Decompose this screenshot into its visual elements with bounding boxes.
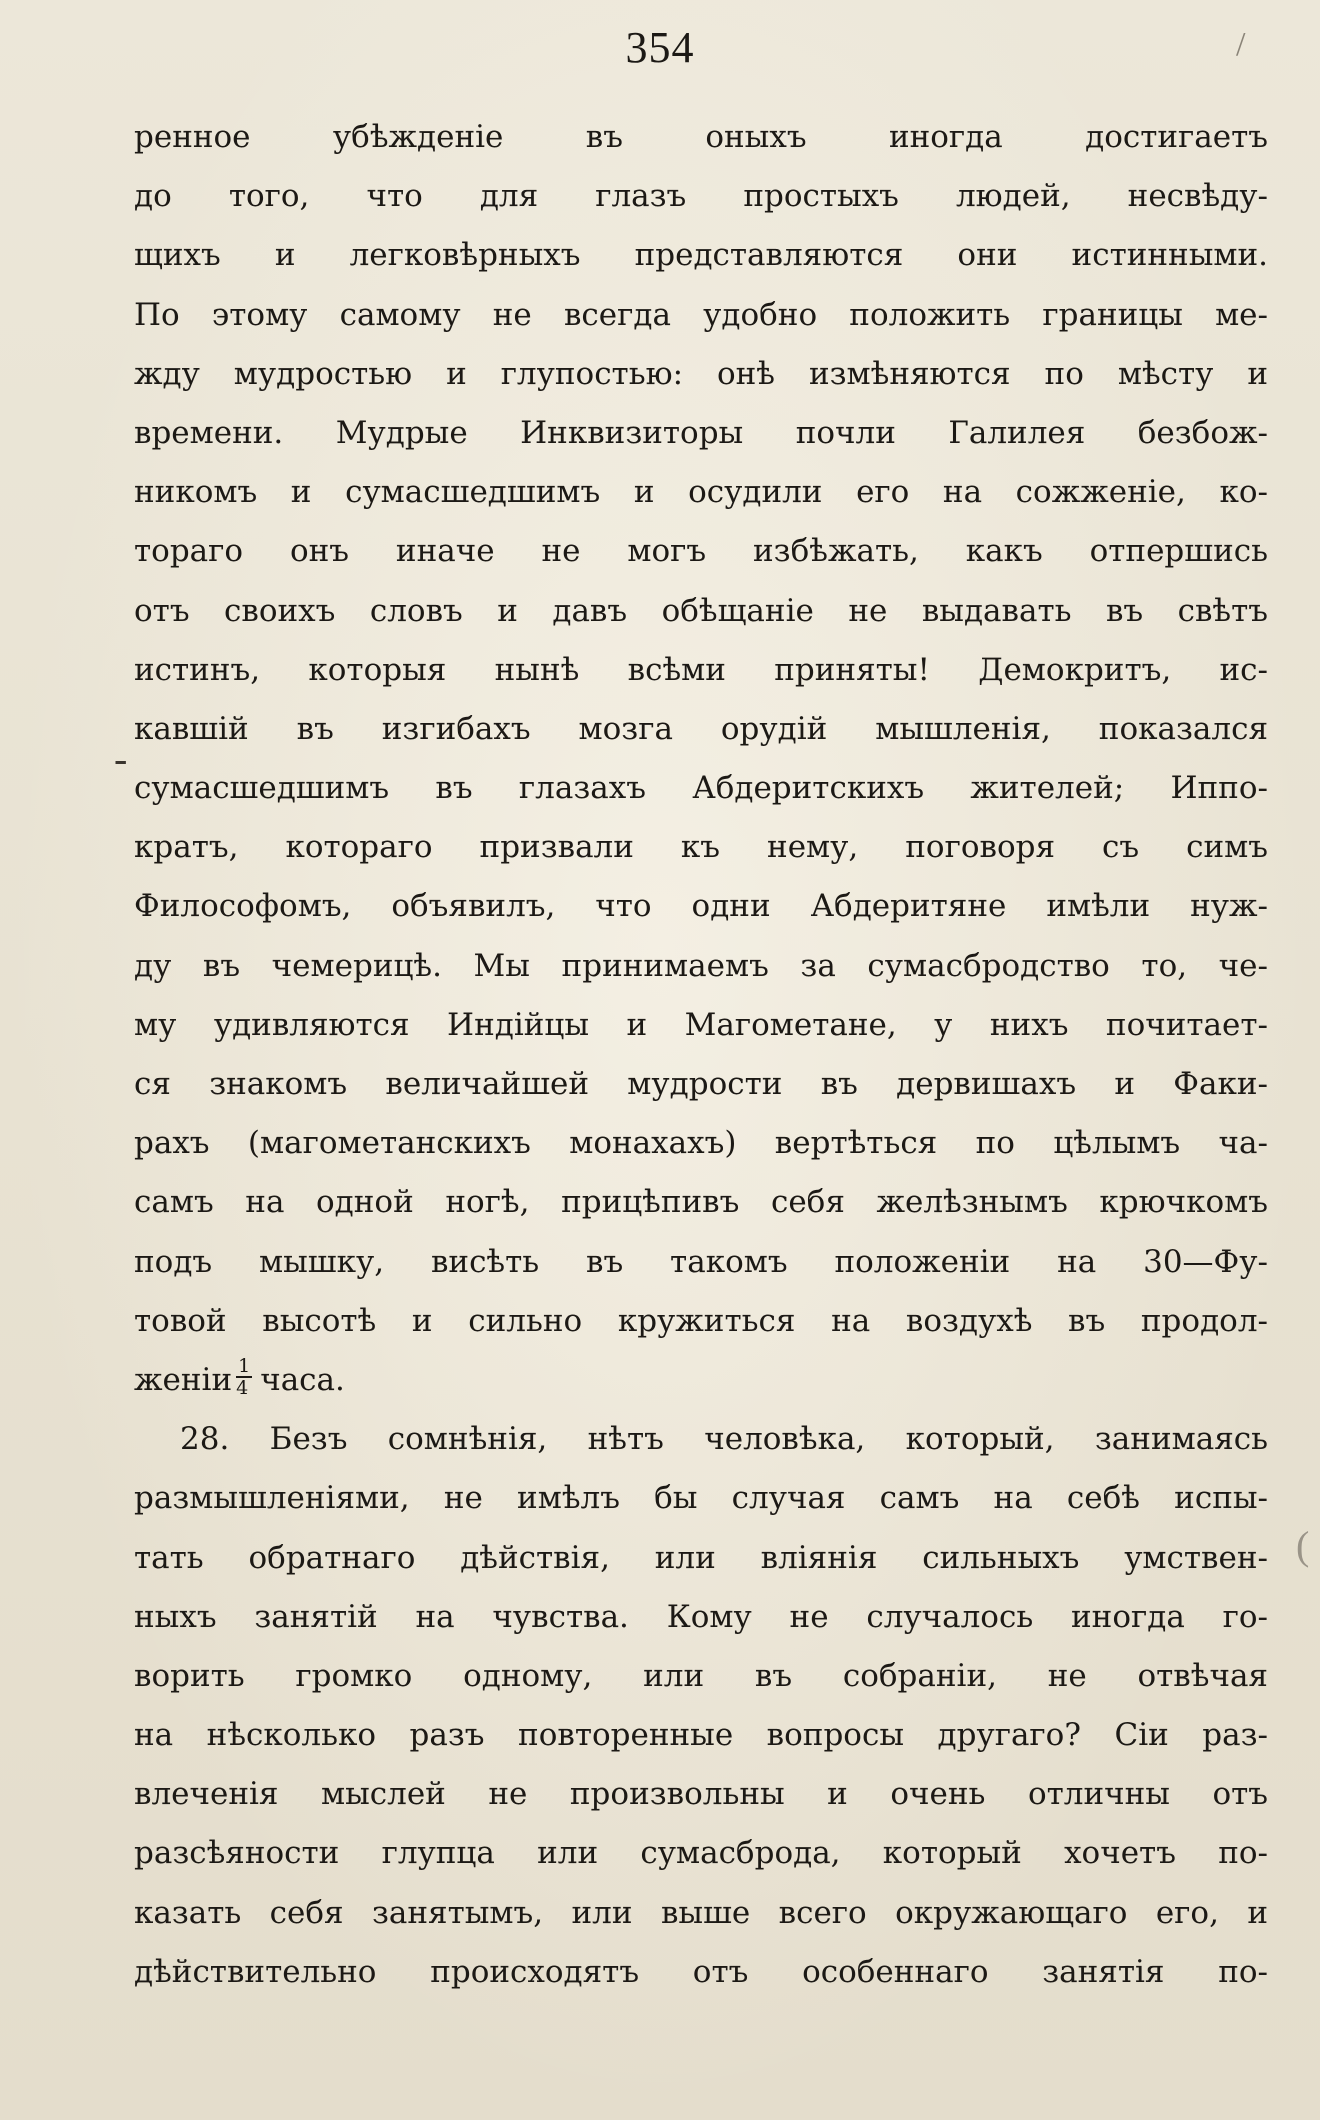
text-line: жду мудростью и глупостью: онѣ измѣняются по мѣсту и: [134, 355, 1268, 392]
text-line: тораго онъ иначе не могъ избѣжать, какъ отпершись: [134, 533, 1268, 570]
margin-mark-left-dash: -: [114, 736, 128, 781]
text-line: 28. Безъ сомнѣнія, нѣтъ человѣка, который, занимаясь: [180, 1421, 1268, 1458]
body-text: [134, 108, 1268, 2002]
text-line: ся знакомъ величайшей мудрости въ дервишахъ и Факи-: [134, 1066, 1268, 1102]
text-line: никомъ и сумасшедшимъ и осудили его на сожженіе, ко-: [134, 474, 1268, 511]
fraction-numerator: 1: [238, 1355, 251, 1378]
text-line-last: [134, 1351, 1268, 1410]
text-line: ныхъ занятій на чувства. Кому не случалось иногда го-: [134, 1598, 1268, 1635]
text-line: тать обратнаго дѣйствія, или вліянія сильныхъ умствен-: [134, 1539, 1268, 1576]
text-line: истинъ, которыя нынѣ всѣми приняты! Демокритъ, ис-: [134, 651, 1268, 688]
fraction: [236, 1356, 252, 1398]
text-line: влеченія мыслей не произвольны и очень отличны отъ: [134, 1776, 1268, 1813]
text-line-end: часа.: [260, 1361, 345, 1398]
text-line: По этому самому не всегда удобно положить границы ме-: [134, 296, 1268, 333]
text-line: размышленіями, не имѣлъ бы случая самъ на себѣ испы-: [134, 1480, 1268, 1517]
fraction-denominator: 4: [236, 1377, 249, 1400]
margin-mark-right-paren: (: [1296, 1523, 1310, 1568]
text-line: ворить громко одному, или въ собраніи, не отвѣчая: [134, 1657, 1268, 1694]
text-line: отъ своихъ словъ и давъ обѣщаніе не выдавать въ свѣтъ: [134, 592, 1268, 629]
text-line: Философомъ, объявилъ, что одни Абдеритяне имѣли нуж-: [134, 888, 1268, 925]
text-line: времени. Мудрые Инквизиторы почли Галилея безбож-: [134, 414, 1268, 451]
paragraph-1: [134, 108, 1268, 1410]
text-line: ду въ чемерицѣ. Мы принимаемъ за сумасбродство то, че-: [134, 947, 1268, 984]
margin-mark-top-right: /: [1236, 26, 1246, 63]
text-line-start: женіи: [134, 1361, 233, 1398]
page-number: 354: [625, 23, 695, 72]
paragraph-2: [134, 1410, 1268, 2002]
text-line: подъ мышку, висѣть въ такомъ положеніи на 30—Фу-: [134, 1243, 1268, 1280]
text-line: рахъ (магометанскихъ монахахъ) вертѣться по цѣлымъ ча-: [134, 1125, 1268, 1162]
text-line: дѣйствительно происходятъ отъ особеннаго занятія по-: [134, 1953, 1268, 1990]
text-line: ренное убѣжденіе въ оныхъ иногда достигаетъ: [134, 119, 1268, 155]
text-line: кратъ, котораго призвали къ нему, поговоря съ симъ: [134, 829, 1268, 866]
text-line: сумасшедшимъ въ глазахъ Абдеритскихъ жителей; Иппо-: [134, 770, 1268, 807]
text-line: до того, что для глазъ простыхъ людей, несвѣду-: [134, 178, 1268, 215]
text-line: на нѣсколько разъ повторенные вопросы другаго? Сіи раз-: [134, 1717, 1268, 1754]
text-line: самъ на одной ногѣ, прицѣпивъ себя желѣзнымъ крючкомъ: [134, 1184, 1268, 1221]
text-line: щихъ и легковѣрныхъ представляются они истинными.: [134, 237, 1268, 274]
text-line: кавшій въ изгибахъ мозга орудій мышленія, показался: [134, 710, 1268, 747]
text-line: разсѣяности глупца или сумасброда, который хочетъ по-: [134, 1835, 1268, 1872]
text-line: казать себя занятымъ, или выше всего окружающаго его, и: [134, 1894, 1268, 1931]
text-line: му удивляются Индійцы и Магометане, у нихъ почитает-: [134, 1006, 1268, 1043]
text-line: товой высотѣ и сильно кружиться на воздухѣ въ продол-: [134, 1302, 1268, 1339]
